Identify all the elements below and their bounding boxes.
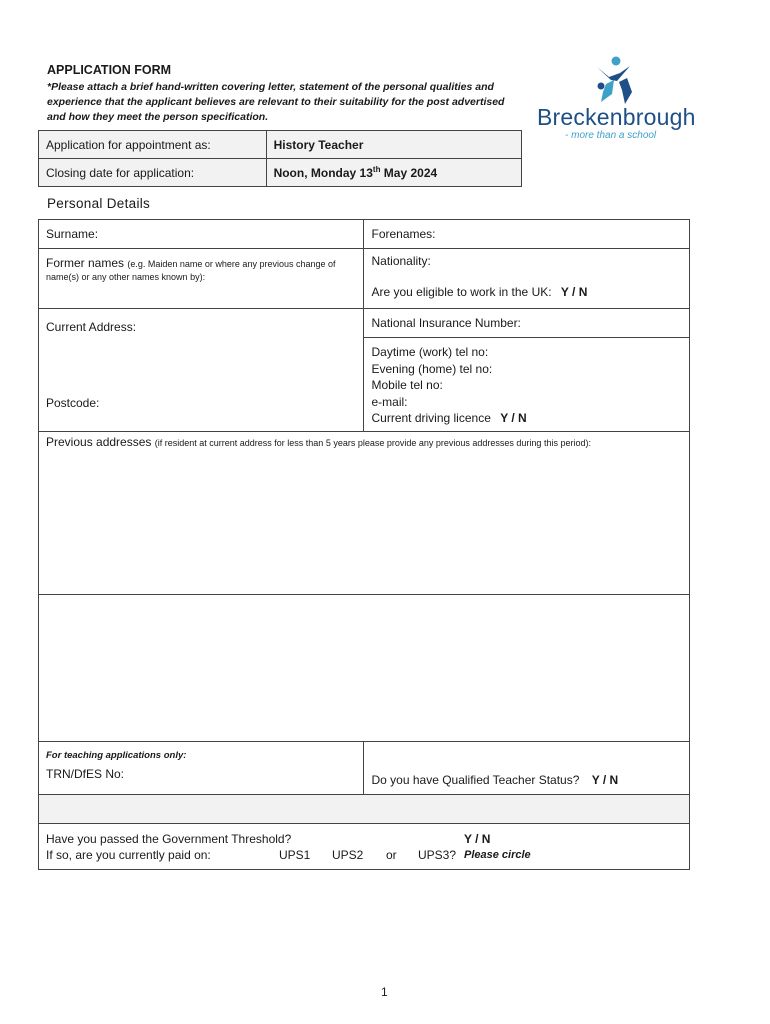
- paid-on-label: If so, are you currently paid on:: [46, 848, 211, 862]
- threshold-cell[interactable]: [39, 824, 690, 870]
- eligible-uk-yn[interactable]: Y / N: [560, 285, 588, 299]
- nationality-cell[interactable]: [364, 249, 690, 309]
- contact-cell[interactable]: [364, 338, 690, 432]
- email-label: e-mail:: [371, 394, 408, 409]
- threshold-question: [46, 831, 682, 847]
- appointment-table: [38, 130, 522, 187]
- nationality-label: Nationality:: [371, 254, 431, 268]
- current-address-label: Current Address:: [46, 320, 137, 334]
- position-label: Application for appointment as:: [39, 131, 267, 159]
- page-number: 1: [381, 985, 388, 999]
- previous-addresses-hint: (if resident at current address for less than 5 years please provide any previous addresses during this period):: [154, 438, 591, 448]
- former-names-field[interactable]: [39, 249, 364, 309]
- mobile-tel-label: Mobile tel no:: [371, 378, 443, 392]
- threshold-row: [39, 824, 690, 870]
- logo-tagline: - more than a school: [565, 130, 657, 141]
- threshold-label: Have you passed the Government Threshold?: [46, 832, 292, 846]
- blank-separator-row: [39, 795, 690, 824]
- driving-licence-yn[interactable]: Y / N: [500, 411, 527, 425]
- current-address-field[interactable]: [39, 309, 364, 432]
- daytime-tel-label: Daytime (work) tel no:: [371, 345, 489, 359]
- position-value[interactable]: History Teacher: [266, 131, 521, 159]
- eligible-uk-label: Are you eligible to work in the UK:: [371, 285, 552, 299]
- previous-addresses-row: [39, 432, 690, 595]
- breckenbrough-logo: [535, 54, 715, 146]
- former-names-row: [39, 249, 690, 309]
- please-circle-note: Please circle: [464, 849, 531, 861]
- ups2-option[interactable]: UPS2: [332, 848, 364, 862]
- form-instructions: *Please attach a brief hand-written covering letter, statement of the personal qualities and experience that the applicant believes are relevant to their suitability for the post advertised and how they meet the person specification.: [47, 81, 505, 123]
- name-row: [39, 220, 690, 249]
- postcode-label: Postcode:: [46, 396, 100, 410]
- ups1-option[interactable]: UPS1: [279, 848, 311, 862]
- closing-date-value[interactable]: [266, 159, 521, 187]
- appointment-row: [39, 131, 522, 159]
- previous-addresses-continued-row: [39, 595, 690, 742]
- logo-wordmark: Breckenbrough: [537, 104, 696, 130]
- teaching-heading: For teaching applications only:: [46, 750, 187, 761]
- form-title: APPLICATION FORM: [47, 63, 172, 77]
- evening-tel-label: Evening (home) tel no:: [371, 361, 493, 376]
- pay-scale-question: [46, 847, 682, 863]
- former-names-label: Former names: [46, 256, 125, 270]
- surname-label: Surname:: [46, 227, 99, 241]
- forenames-label: Forenames:: [371, 227, 436, 241]
- closing-date-main: Noon, Monday 13: [273, 166, 373, 180]
- ni-number-label: National Insurance Number:: [371, 316, 521, 330]
- threshold-yn[interactable]: Y / N: [464, 832, 491, 846]
- previous-addresses-field[interactable]: [39, 432, 690, 595]
- qts-yn[interactable]: Y / N: [591, 773, 619, 787]
- qts-cell[interactable]: [364, 742, 690, 795]
- logo-figure-icon: [535, 54, 715, 106]
- qts-label: Do you have Qualified Teacher Status?: [371, 773, 580, 787]
- personal-details-table: [38, 219, 690, 870]
- ups3-option[interactable]: UPS3?: [418, 848, 457, 862]
- or-label: or: [386, 848, 397, 862]
- teaching-cell[interactable]: [39, 742, 364, 795]
- trn-label: TRN/DfES No:: [46, 767, 125, 781]
- teaching-row: [39, 742, 690, 795]
- driving-licence-question: [371, 410, 682, 427]
- ni-number-field[interactable]: [364, 309, 690, 338]
- blank-separator: [39, 795, 690, 824]
- surname-field[interactable]: [39, 220, 364, 249]
- forenames-field[interactable]: [364, 220, 690, 249]
- personal-details-heading: Personal Details: [47, 196, 151, 211]
- closing-date-row: [39, 159, 522, 187]
- previous-addresses-continued-field[interactable]: [39, 595, 690, 742]
- previous-addresses-label: Previous addresses: [46, 435, 152, 449]
- former-names-hint: (e.g. Maiden name or where any previous change of name(s) or any other names known by):: [46, 259, 336, 282]
- driving-licence-label: Current driving licence: [371, 411, 491, 425]
- eligible-uk-question: [371, 285, 682, 299]
- closing-date-month: May 2024: [380, 166, 438, 180]
- closing-date-label: Closing date for application:: [39, 159, 267, 187]
- closing-date-suffix: th: [372, 165, 381, 174]
- address-row: [39, 309, 690, 338]
